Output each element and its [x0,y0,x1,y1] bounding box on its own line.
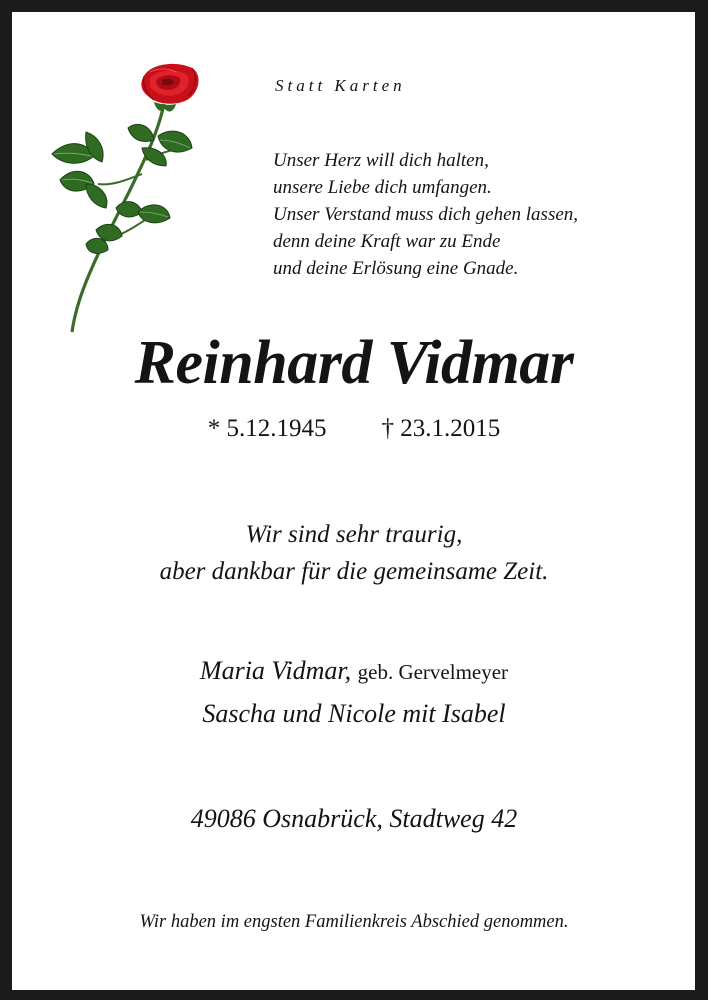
deceased-name: Reinhard Vidmar [134,329,574,397]
poem-line: Unser Herz will dich halten, [273,150,489,171]
address: 49086 Osnabrück, Stadtweg 42 [190,804,518,833]
poem-line: und deine Erlösung eine Gnade. [273,258,519,279]
life-dates [0,415,708,443]
footer-note: Wir haben im engsten Familienkreis Abschied genommen. [139,912,569,932]
message-line: Wir sind sehr traurig, [245,521,463,548]
mourning-message [0,516,708,590]
birth-date: * 5.12.1945 [207,415,327,442]
red-rose-icon [46,62,206,334]
spouse-line [0,650,708,693]
poem-line: unsere Liebe dich umfangen. [273,177,492,198]
mourners [0,650,708,735]
poem-line: denn deine Kraft war zu Ende [273,231,501,252]
poem-line: Unser Verstand muss dich gehen lassen, [273,204,579,225]
statt-karten-heading: Statt Karten [275,76,406,95]
spouse-maiden-name: geb. Gervelmeyer [357,660,509,684]
family-line: Sascha und Nicole mit Isabel [202,699,506,728]
message-line: aber dankbar für die gemeinsame Zeit. [159,558,549,585]
death-date: † 23.1.2015 [381,415,501,442]
spouse-name: Maria Vidmar, [199,656,352,685]
poem [273,147,578,282]
